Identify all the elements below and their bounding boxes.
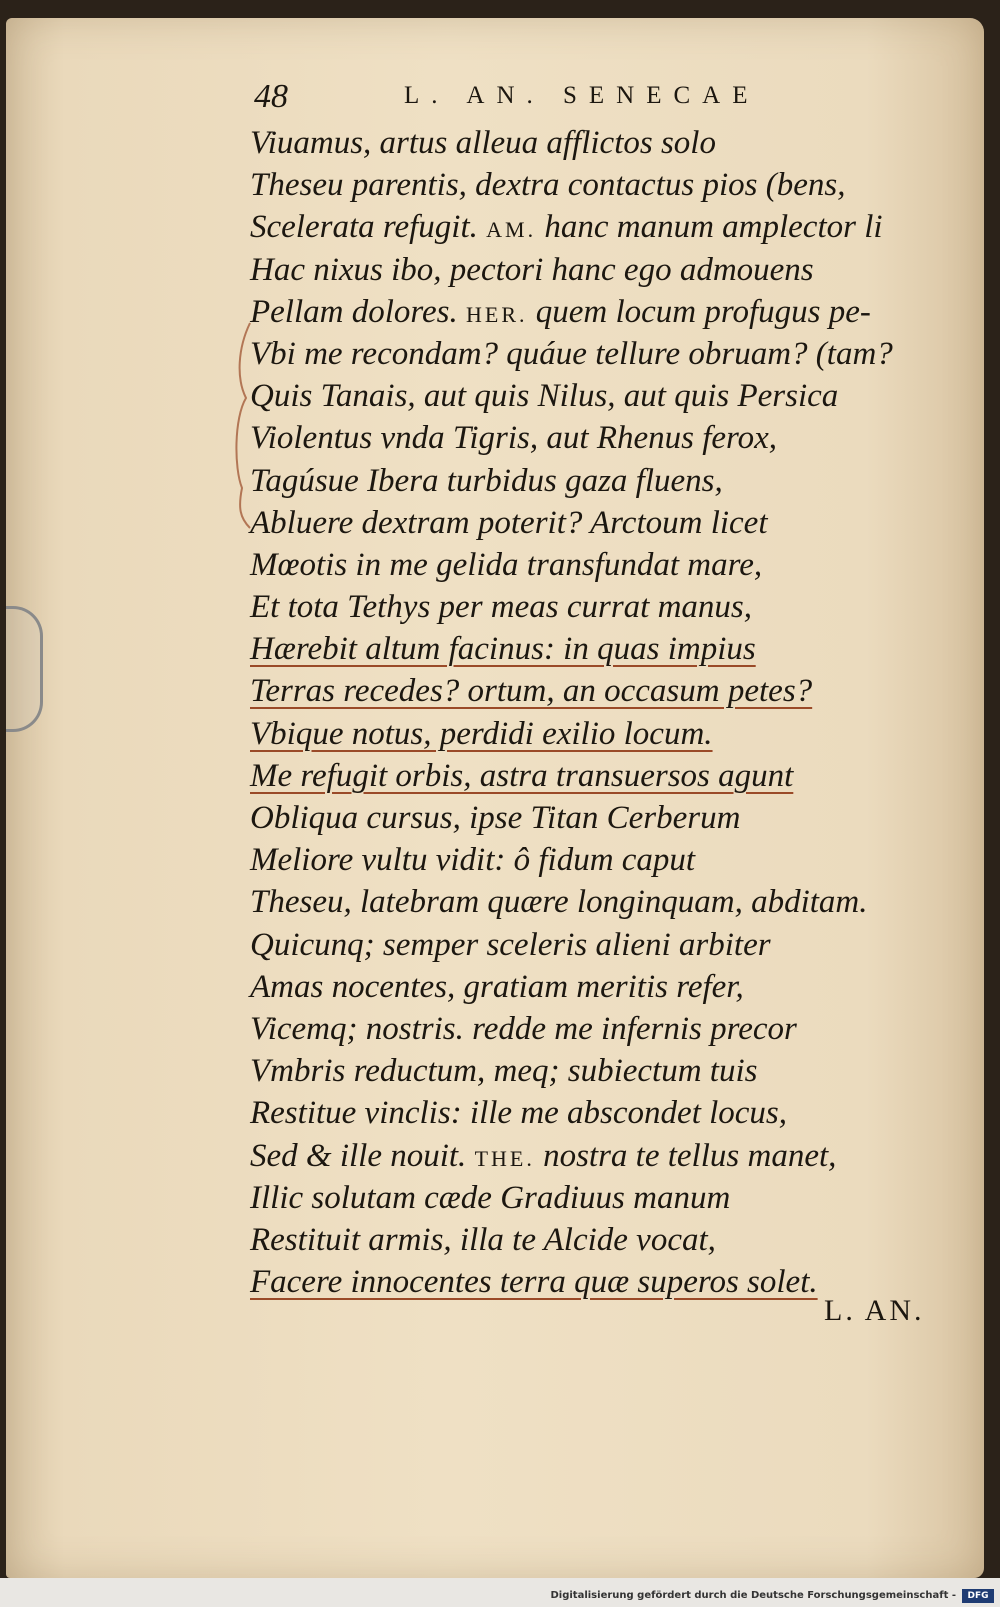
verse-line [250,755,950,797]
verse-text: Vbi me recondam? quáue tellure obruam? (tam? [250,335,893,372]
verse-text: Obliqua cursus, ipse Titan Cerberum [250,800,741,836]
verse-line [250,1050,950,1092]
verse-line [250,670,950,712]
dfg-logo: DFG [962,1589,994,1603]
footer-bar [0,1578,1000,1607]
verse-line [250,164,950,206]
verse-text: quem locum profugus pe- [535,293,871,330]
page-number: 48 [254,78,288,115]
verse-text: Theseu, latebram quære longinquam, abditam. [250,884,868,921]
verse-text: Vicemq; nostris. redde me infernis precor [250,1010,797,1047]
verse-text: Mœotis in me gelida transfundat mare, [250,546,763,583]
verse-line [250,713,950,755]
verse-text: Viuamus, artus alleua afflictos solo [250,125,716,161]
verse-line [250,628,950,670]
verse-text: Tagúsue Ibera turbidus gaza fluens, [250,462,723,499]
verse-text: Et tota Tethys per meas currat manus, [250,589,753,626]
verse-text: Pellam dolores. [250,293,458,330]
verse-text: Illic solutam cæde Gradiuus manum [250,1179,731,1216]
verse-text: Vmbris reductum, meq; subiectum tuis [250,1053,758,1090]
verse-text: Theseu parentis, dextra contactus pios (bens, [250,167,846,204]
verse-line [250,586,950,628]
verse-line [250,417,950,459]
verse-text: Meliore vultu vidit: ô fidum caput [250,842,696,879]
verse-line [250,122,950,164]
page-clip [6,606,43,732]
speaker-label: THE. [474,1145,535,1171]
verse-line [250,966,950,1008]
verse-line [250,460,950,502]
verse-text: Restitue vinclis: ille me abscondet locus, [250,1095,788,1132]
verse-line [250,544,950,586]
verse-text: Terras recedes? ortum, an occasum petes? [250,673,813,710]
verse-line [250,206,950,248]
verse-text: Hærebit altum facinus: in quas impius [250,631,756,668]
verse-line [250,375,950,417]
verse-text: Scelerata refugit. [250,209,478,246]
verse-line [250,1135,950,1177]
verse-line [250,1219,950,1261]
page-header [254,78,874,122]
running-title: L. AN. SENECAE [404,82,760,109]
verse-line [250,1092,950,1134]
verse-text: Quis Tanais, aut quis Nilus, aut quis Persica [250,378,839,415]
book-page [6,18,984,1578]
verse-text: Quicunq; semper sceleris alieni arbiter [250,926,771,963]
verse-line [250,1177,950,1219]
speaker-label: HER. [466,301,528,327]
verse-text: Vbique notus, perdidi exilio locum. [250,715,713,752]
verse-line [250,797,950,839]
verse-line [250,924,950,966]
verse-text: nostra te tellus manet, [543,1137,837,1174]
verse-line [250,291,950,333]
verse-line [250,502,950,544]
speaker-label: AM. [486,217,537,243]
catchword: L. AN. [824,1294,925,1327]
verse-text: Facere innocentes terra quæ superos solet. [250,1264,818,1301]
verse-line [250,333,950,375]
verse-line [250,881,950,923]
verse-line [250,249,950,291]
verse-text-block [250,122,950,1303]
verse-text: Sed & ille nouit. [250,1137,467,1174]
verse-line [250,1008,950,1050]
verse-text: Me refugit orbis, astra transuersos agunt [250,757,794,794]
verse-text: Abluere dextram poterit? Arctoum licet [250,504,768,541]
funding-credit: Digitalisierung gefördert durch die Deutsche Forschungsgemeinschaft - [550,1590,956,1601]
verse-line [250,839,950,881]
verse-text: Amas nocentes, gratiam meritis refer, [250,968,744,1005]
verse-text: Violentus vnda Tigris, aut Rhenus ferox, [250,420,778,457]
verse-text: Restituit armis, illa te Alcide vocat, [250,1221,716,1258]
verse-text: hanc manum amplector li [544,209,883,246]
verse-text: Hac nixus ibo, pectori hanc ego admouens [250,251,814,288]
